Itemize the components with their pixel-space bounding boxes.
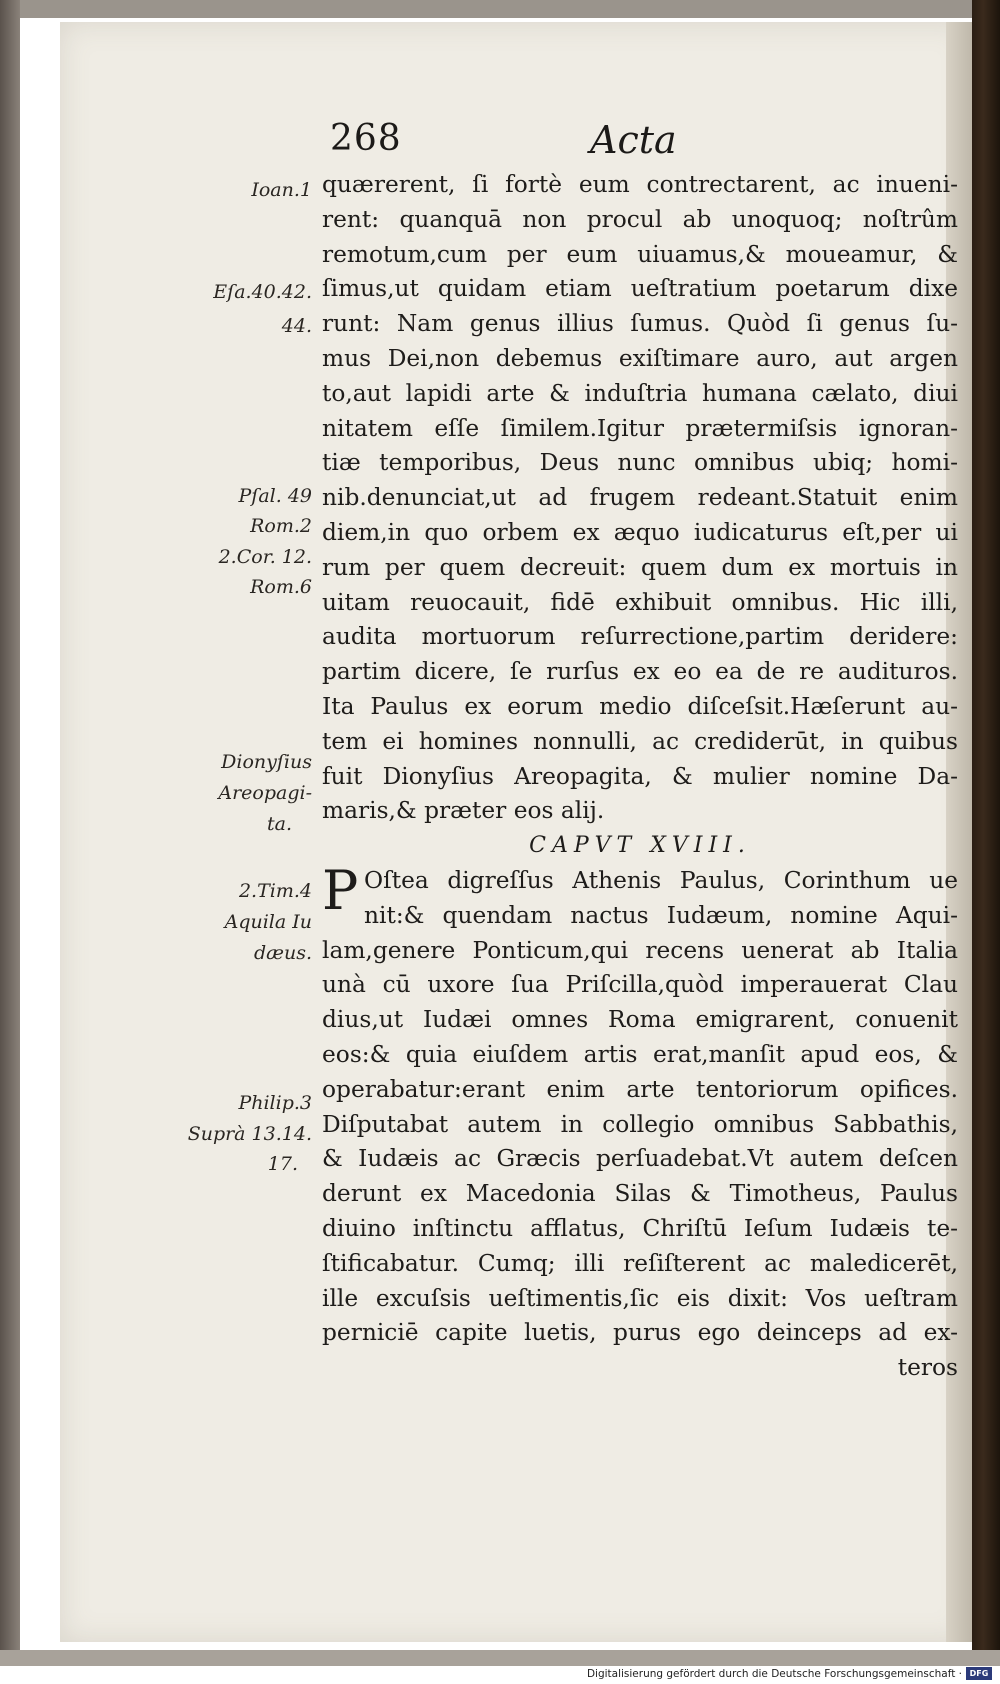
text-line: Oſtea digreſſus Athenis Paulus, Corinthum ue — [364, 866, 958, 894]
text-line: audita mortuorum reſurrectione,partim deridere: — [322, 623, 958, 651]
text-line: mus Dei,non debemus exiſtimare auro, aut argen — [322, 344, 958, 372]
running-title: Acta — [590, 118, 677, 162]
margin-note: 17. — [267, 1153, 298, 1175]
text-line: nitatem eſſe ſimilem.Igitur prætermiſsis ignoran- — [322, 414, 958, 442]
margin-note: Dionyſius — [221, 751, 312, 773]
text-line: remotum,cum per eum uiuamus,& moueamur, & — [322, 240, 958, 268]
book-cover-left — [0, 0, 20, 1665]
book-cover-top — [0, 0, 1000, 18]
margin-note: Eſa.40.42. — [213, 281, 312, 303]
text-line: tiæ temporibus, Deus nunc omnibus ubiq; homi- — [322, 449, 958, 477]
margin-note: Areopagi- — [218, 782, 312, 804]
text-line: unà cū uxore ſua Priſcilla,quòd imperauerat Clau — [322, 971, 958, 999]
text-line: operabatur:erant enim arte tentoriorum opifices. — [322, 1075, 958, 1103]
text-line: Ita Paulus ex eorum medio diſceſsit.Hæſerunt au- — [322, 692, 958, 720]
margin-note: ta. — [266, 813, 292, 835]
main-text-block — [322, 168, 958, 1386]
text-line: diuino inſtinctu afflatus, Chriſtū Ieſum Iudæis te- — [322, 1214, 958, 1242]
text-line: rent: quanquā non procul ab unoquoq; noſtrûm — [322, 205, 958, 233]
text-line: fuit Dionyſius Areopagita, & mulier nomine Da- — [322, 762, 958, 790]
text-line: partim dicere, ſe rurſus ex eo ea de re audituros. — [322, 658, 958, 686]
margin-note: Aquila Iu — [224, 911, 312, 933]
margin-note: Rom.2 — [250, 515, 312, 537]
text-line: uitam reuocauit, fidē exhibuit omnibus. Hic illi, — [322, 588, 958, 616]
text-line: lam,genere Ponticum,qui recens uenerat ab Italia — [322, 936, 958, 964]
margin-note: Pſal. 49 — [238, 485, 312, 507]
catchword: teros — [897, 1354, 958, 1382]
text-line: quærerent, ſi fortè eum contrectarent, ac inueni- — [322, 171, 958, 198]
text-line: & Iudæis ac Græcis perſuadebat.Vt autem deſcen — [322, 1145, 958, 1173]
text-line: perniciē capite luetis, purus ego deinceps ad ex- — [322, 1319, 958, 1347]
text-line: maris,& præter eos alij. — [322, 797, 605, 825]
page-number: 268 — [330, 118, 402, 159]
text-line: eos:& quia eiuſdem artis erat,manſit apud eos, & — [322, 1040, 958, 1068]
text-line: runt: Nam genus illius ſumus. Quòd ſi genus ſu- — [322, 310, 958, 338]
text-line: nit:& quendam nactus Iudæum, nomine Aqui- — [364, 901, 958, 929]
margin-note: Rom.6 — [250, 576, 312, 598]
margin-note: 44. — [281, 315, 312, 337]
digitization-credit: Digitalisierung gefördert durch die Deutsche Forschungsgemeinschaft · — [586, 1668, 962, 1680]
dfg-logo-icon: DFG — [966, 1667, 992, 1680]
margin-note: Philip.3 — [238, 1092, 312, 1114]
text-line: to,aut lapidi arte & induſtria humana cælato, diui — [322, 379, 958, 407]
margin-note: 2.Cor. 12. — [218, 546, 312, 568]
margin-note: dæus. — [253, 942, 312, 964]
text-line: derunt ex Macedonia Silas & Timotheus, Paulus — [322, 1180, 958, 1208]
text-line: ille excuſsis ueſtimentis,ſic eis dixit: Vos ueſtram — [322, 1284, 958, 1312]
text-line: ſtificabatur. Cumq; illi reſiſterent ac maledicerēt, — [322, 1249, 958, 1277]
text-line: diem,in quo orbem ex æquo iudicaturus eſt,per ui — [322, 518, 958, 546]
margin-note: 2.Tim.4 — [238, 880, 312, 902]
chapter-heading: CAPVT XVIII. — [529, 833, 751, 859]
text-line: ſimus,ut quidam etiam ueſtratium poetarum dixe — [322, 275, 958, 303]
text-line: rum per quem decreuit: quem dum ex mortuis in — [322, 553, 958, 581]
text-line: dius,ut Iudæi omnes Roma emigrarent, conuenit — [322, 1006, 958, 1034]
text-line: tem ei homines nonnulli, ac crediderūt, in quibus — [322, 727, 958, 755]
text-line: Diſputabat autem in collegio omnibus Sabbathis, — [322, 1110, 958, 1138]
book-cover-right — [972, 0, 1000, 1665]
drop-cap: P — [322, 859, 359, 922]
text-line: nib.denunciat,ut ad frugem redeant.Statuit enim — [322, 484, 958, 512]
margin-note: Suprà 13.14. — [187, 1123, 312, 1145]
book-cover-bottom — [0, 1650, 1000, 1666]
margin-note: Ioan.1 — [251, 179, 312, 201]
